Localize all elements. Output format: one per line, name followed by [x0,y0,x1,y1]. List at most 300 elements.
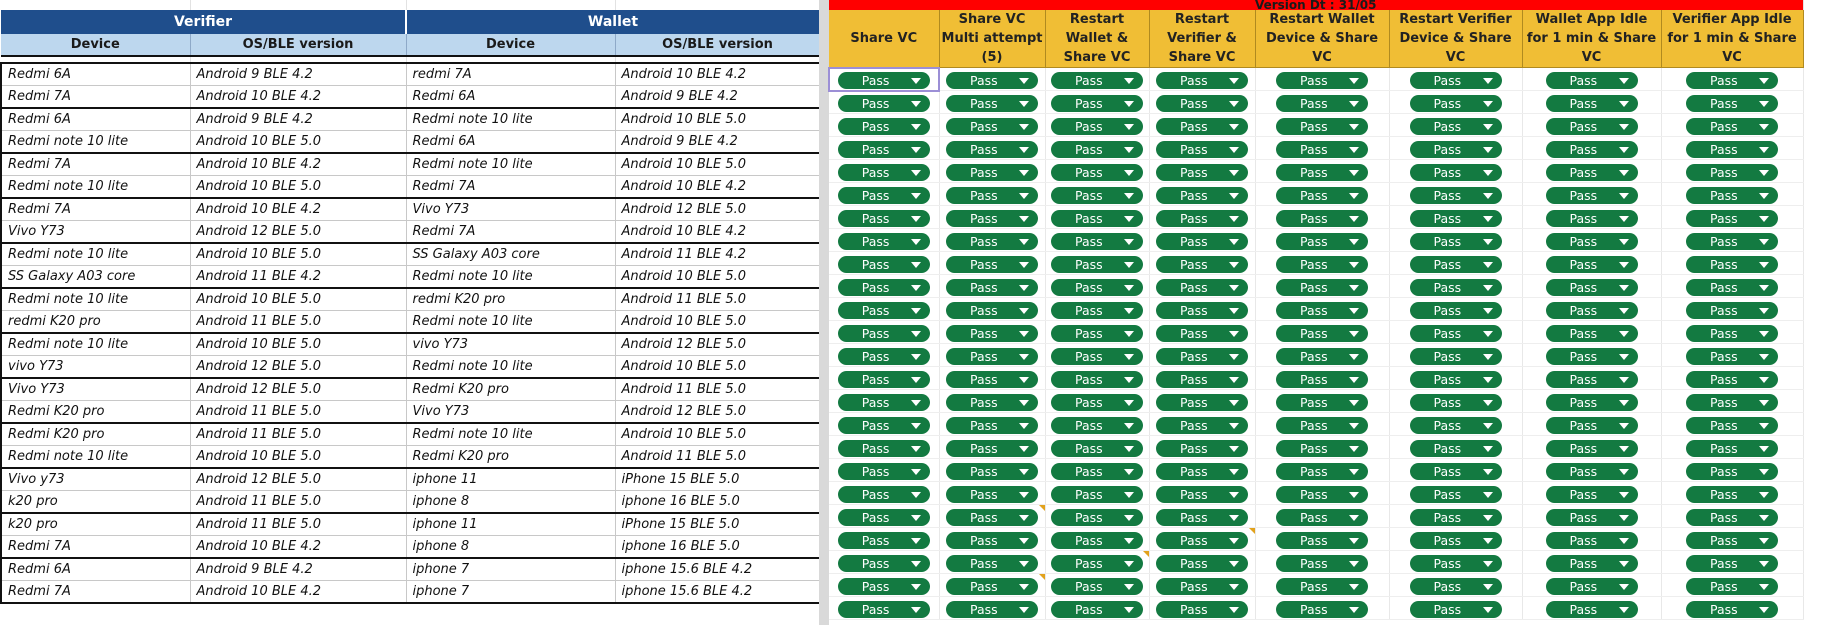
result-cell[interactable] [1255,482,1389,505]
result-cell[interactable] [1389,551,1522,574]
result-cell[interactable] [1045,91,1149,114]
dropdown-arrow-icon[interactable] [1619,561,1629,567]
dropdown-arrow-icon[interactable] [1483,492,1493,498]
verifier-device-cell[interactable]: Redmi 6A [1,558,190,581]
result-cell[interactable] [829,505,939,528]
wallet-device-cell[interactable]: Redmi K20 pro [406,446,615,469]
dropdown-arrow-icon[interactable] [1229,515,1239,521]
dropdown-arrow-icon[interactable] [1019,377,1029,383]
dropdown-arrow-icon[interactable] [1483,607,1493,613]
pass-dropdown[interactable] [1156,417,1248,434]
pass-dropdown[interactable] [838,325,930,342]
pass-dropdown[interactable] [1686,463,1778,480]
pass-dropdown[interactable] [1410,348,1502,365]
dropdown-arrow-icon[interactable] [1349,469,1359,475]
pass-dropdown[interactable] [1051,72,1143,89]
verifier-device-cell[interactable]: Redmi 7A [1,536,190,559]
pass-dropdown[interactable] [1156,371,1248,388]
result-cell[interactable] [1045,344,1149,367]
wallet-os-cell[interactable]: iphone 15.6 BLE 4.2 [615,581,820,604]
result-cell[interactable] [829,114,939,137]
result-cell[interactable] [1661,367,1803,390]
pass-dropdown[interactable] [838,187,930,204]
test-header-7[interactable]: Verifier App Idle for 1 min & Share VC [1661,10,1803,68]
dropdown-arrow-icon[interactable] [1759,538,1769,544]
dropdown-arrow-icon[interactable] [1619,193,1629,199]
dropdown-arrow-icon[interactable] [1124,423,1134,429]
dropdown-arrow-icon[interactable] [1619,446,1629,452]
result-cell[interactable] [1389,183,1522,206]
dropdown-arrow-icon[interactable] [1619,492,1629,498]
dropdown-arrow-icon[interactable] [1759,515,1769,521]
dropdown-arrow-icon[interactable] [1124,515,1134,521]
verifier-os-cell[interactable]: Android 10 BLE 5.0 [190,176,406,199]
dropdown-arrow-icon[interactable] [1019,101,1029,107]
dropdown-arrow-icon[interactable] [1349,423,1359,429]
result-cell[interactable] [1149,206,1255,229]
pass-dropdown[interactable] [1276,210,1368,227]
verifier-os-cell[interactable]: Android 9 BLE 4.2 [190,108,406,131]
result-cell[interactable] [1045,321,1149,344]
pass-dropdown[interactable] [838,95,930,112]
dropdown-arrow-icon[interactable] [1229,308,1239,314]
pass-dropdown[interactable] [1546,187,1638,204]
verifier-os-cell[interactable]: Android 10 BLE 4.2 [190,86,406,109]
verifier-device-cell[interactable]: Redmi K20 pro [1,401,190,424]
result-cell[interactable] [939,206,1045,229]
pass-dropdown[interactable] [1546,371,1638,388]
pass-dropdown[interactable] [1051,118,1143,135]
result-cell[interactable] [1661,597,1803,620]
pass-dropdown[interactable] [946,394,1038,411]
dropdown-arrow-icon[interactable] [1229,561,1239,567]
pass-dropdown[interactable] [1156,394,1248,411]
verifier-os-cell[interactable]: Android 11 BLE 5.0 [190,423,406,446]
dropdown-arrow-icon[interactable] [1619,262,1629,268]
verifier-device-cell[interactable]: Redmi 7A [1,86,190,109]
pass-dropdown[interactable] [1276,72,1368,89]
pass-dropdown[interactable] [946,118,1038,135]
dropdown-arrow-icon[interactable] [1229,331,1239,337]
dropdown-arrow-icon[interactable] [1759,469,1769,475]
dropdown-arrow-icon[interactable] [1619,469,1629,475]
pass-dropdown[interactable] [1686,210,1778,227]
test-header-6[interactable]: Wallet App Idle for 1 min & Share VC [1522,10,1661,68]
result-cell[interactable] [1522,413,1661,436]
result-cell[interactable] [1522,367,1661,390]
wallet-device-cell[interactable]: SS Galaxy A03 core [406,243,615,266]
verifier-os-cell[interactable]: Android 10 BLE 5.0 [190,288,406,311]
dropdown-arrow-icon[interactable] [1019,561,1029,567]
result-cell[interactable] [1522,229,1661,252]
result-cell[interactable] [1255,413,1389,436]
dropdown-arrow-icon[interactable] [1483,584,1493,590]
pass-dropdown[interactable] [1686,325,1778,342]
dropdown-arrow-icon[interactable] [1619,308,1629,314]
result-cell[interactable] [829,68,939,91]
dropdown-arrow-icon[interactable] [1019,584,1029,590]
result-cell[interactable] [1255,137,1389,160]
dropdown-arrow-icon[interactable] [1759,101,1769,107]
result-cell[interactable] [1255,574,1389,597]
pass-dropdown[interactable] [946,440,1038,457]
result-cell[interactable] [1522,275,1661,298]
result-cell[interactable] [829,367,939,390]
dropdown-arrow-icon[interactable] [1759,285,1769,291]
result-cell[interactable] [1149,367,1255,390]
pass-dropdown[interactable] [1156,509,1248,526]
result-cell[interactable] [1045,528,1149,551]
pass-dropdown[interactable] [1051,417,1143,434]
dropdown-arrow-icon[interactable] [911,78,921,84]
dropdown-arrow-icon[interactable] [1349,124,1359,130]
pass-dropdown[interactable] [1686,141,1778,158]
pass-dropdown[interactable] [946,417,1038,434]
result-cell[interactable] [939,298,1045,321]
result-cell[interactable] [1255,367,1389,390]
result-cell[interactable] [1255,505,1389,528]
wallet-os-cell[interactable]: iPhone 15 BLE 5.0 [615,468,820,491]
result-cell[interactable] [1149,229,1255,252]
dropdown-arrow-icon[interactable] [1124,354,1134,360]
verifier-device-cell[interactable]: Redmi note 10 lite [1,131,190,154]
dropdown-arrow-icon[interactable] [1124,538,1134,544]
pass-dropdown[interactable] [1686,72,1778,89]
dropdown-arrow-icon[interactable] [1349,78,1359,84]
result-cell[interactable] [939,114,1045,137]
pass-dropdown[interactable] [946,95,1038,112]
wallet-os-cell[interactable]: iPhone 15 BLE 5.0 [615,513,820,536]
dropdown-arrow-icon[interactable] [1229,78,1239,84]
pass-dropdown[interactable] [1686,394,1778,411]
result-cell[interactable] [939,183,1045,206]
verifier-device-cell[interactable]: Redmi note 10 lite [1,333,190,356]
result-cell[interactable] [1149,275,1255,298]
verifier-os-cell[interactable]: Android 10 BLE 4.2 [190,581,406,604]
pass-dropdown[interactable] [838,210,930,227]
pass-dropdown[interactable] [946,371,1038,388]
result-cell[interactable] [939,413,1045,436]
dropdown-arrow-icon[interactable] [1619,607,1629,613]
dropdown-arrow-icon[interactable] [1619,400,1629,406]
wallet-device-cell[interactable]: iphone 11 [406,468,615,491]
dropdown-arrow-icon[interactable] [911,308,921,314]
pass-dropdown[interactable] [838,394,930,411]
pass-dropdown[interactable] [1051,187,1143,204]
dropdown-arrow-icon[interactable] [911,584,921,590]
wallet-device-cell[interactable]: iphone 7 [406,581,615,604]
dropdown-arrow-icon[interactable] [911,262,921,268]
pass-dropdown[interactable] [946,601,1038,618]
dropdown-arrow-icon[interactable] [1124,492,1134,498]
wallet-device-cell[interactable]: Redmi K20 pro [406,378,615,401]
pass-dropdown[interactable] [1156,440,1248,457]
dropdown-arrow-icon[interactable] [1124,400,1134,406]
result-cell[interactable] [1149,413,1255,436]
pass-dropdown[interactable] [1051,371,1143,388]
result-cell[interactable] [1255,160,1389,183]
wallet-os-cell[interactable]: Android 11 BLE 5.0 [615,288,820,311]
pass-dropdown[interactable] [1546,601,1638,618]
test-header-1[interactable]: Share VC Multi attempt (5) [939,10,1045,68]
verifier-device-cell[interactable]: Redmi note 10 lite [1,288,190,311]
result-cell[interactable] [1149,574,1255,597]
result-cell[interactable] [1149,528,1255,551]
dropdown-arrow-icon[interactable] [1124,193,1134,199]
comment-indicator-icon[interactable] [1249,528,1255,534]
result-cell[interactable] [1522,298,1661,321]
dropdown-arrow-icon[interactable] [1483,262,1493,268]
wallet-os-cell[interactable]: Android 9 BLE 4.2 [615,86,820,109]
dropdown-arrow-icon[interactable] [1019,515,1029,521]
verifier-os-cell[interactable]: Android 11 BLE 5.0 [190,513,406,536]
result-cell[interactable] [1661,68,1803,91]
result-cell[interactable] [1661,91,1803,114]
dropdown-arrow-icon[interactable] [1759,446,1769,452]
result-cell[interactable] [1045,482,1149,505]
pass-dropdown[interactable] [1546,578,1638,595]
result-cell[interactable] [1661,183,1803,206]
dropdown-arrow-icon[interactable] [1124,285,1134,291]
pass-dropdown[interactable] [1546,325,1638,342]
wallet-device-cell[interactable]: Redmi note 10 lite [406,356,615,379]
result-cell[interactable] [1389,229,1522,252]
pass-dropdown[interactable] [1686,95,1778,112]
result-cell[interactable] [1045,68,1149,91]
pass-dropdown[interactable] [1410,325,1502,342]
test-header-4[interactable]: Restart Wallet Device & Share VC [1255,10,1389,68]
wallet-device-cell[interactable]: Vivo Y73 [406,198,615,221]
result-cell[interactable] [1522,436,1661,459]
pass-dropdown[interactable] [838,509,930,526]
dropdown-arrow-icon[interactable] [911,239,921,245]
verifier-device-cell[interactable]: Vivo Y73 [1,378,190,401]
result-cell[interactable] [939,436,1045,459]
dropdown-arrow-icon[interactable] [1349,607,1359,613]
dropdown-arrow-icon[interactable] [1019,308,1029,314]
comment-indicator-icon[interactable] [1143,551,1149,557]
pass-dropdown[interactable] [946,555,1038,572]
pass-dropdown[interactable] [1686,348,1778,365]
result-cell[interactable] [1661,344,1803,367]
pass-dropdown[interactable] [1156,486,1248,503]
dropdown-arrow-icon[interactable] [1483,285,1493,291]
result-cell[interactable] [1255,597,1389,620]
pass-dropdown[interactable] [1156,302,1248,319]
dropdown-arrow-icon[interactable] [1019,78,1029,84]
dropdown-arrow-icon[interactable] [1124,331,1134,337]
result-cell[interactable] [939,252,1045,275]
result-cell[interactable] [829,528,939,551]
pass-dropdown[interactable] [946,486,1038,503]
dropdown-arrow-icon[interactable] [1483,400,1493,406]
result-cell[interactable] [939,367,1045,390]
pass-dropdown[interactable] [1156,187,1248,204]
pass-dropdown[interactable] [1546,302,1638,319]
result-cell[interactable] [1255,321,1389,344]
pass-dropdown[interactable] [1156,463,1248,480]
dropdown-arrow-icon[interactable] [1483,538,1493,544]
result-cell[interactable] [1255,68,1389,91]
verifier-device-header[interactable]: Device [1,34,190,56]
pass-dropdown[interactable] [1686,532,1778,549]
result-cell[interactable] [1045,114,1149,137]
result-cell[interactable] [1045,298,1149,321]
dropdown-arrow-icon[interactable] [1229,446,1239,452]
dropdown-arrow-icon[interactable] [1229,216,1239,222]
dropdown-arrow-icon[interactable] [1349,492,1359,498]
test-header-2[interactable]: Restart Wallet & Share VC [1045,10,1149,68]
dropdown-arrow-icon[interactable] [1019,446,1029,452]
pass-dropdown[interactable] [946,279,1038,296]
pass-dropdown[interactable] [1546,417,1638,434]
dropdown-arrow-icon[interactable] [1124,469,1134,475]
pass-dropdown[interactable] [1276,532,1368,549]
dropdown-arrow-icon[interactable] [1619,423,1629,429]
dropdown-arrow-icon[interactable] [1019,262,1029,268]
pass-dropdown[interactable] [1276,233,1368,250]
result-cell[interactable] [1149,298,1255,321]
dropdown-arrow-icon[interactable] [1759,124,1769,130]
dropdown-arrow-icon[interactable] [1349,446,1359,452]
pass-dropdown[interactable] [946,164,1038,181]
result-cell[interactable] [1661,160,1803,183]
dropdown-arrow-icon[interactable] [1124,446,1134,452]
verifier-os-cell[interactable]: Android 10 BLE 4.2 [190,153,406,176]
verifier-os-cell[interactable]: Android 11 BLE 5.0 [190,401,406,424]
pass-dropdown[interactable] [1156,279,1248,296]
result-cell[interactable] [1389,597,1522,620]
result-cell[interactable] [829,206,939,229]
dropdown-arrow-icon[interactable] [1759,354,1769,360]
dropdown-arrow-icon[interactable] [911,124,921,130]
result-cell[interactable] [1149,91,1255,114]
dropdown-arrow-icon[interactable] [1619,538,1629,544]
result-cell[interactable] [939,160,1045,183]
result-cell[interactable] [1255,436,1389,459]
dropdown-arrow-icon[interactable] [1483,515,1493,521]
pass-dropdown[interactable] [946,141,1038,158]
dropdown-arrow-icon[interactable] [1124,78,1134,84]
result-cell[interactable] [1661,482,1803,505]
result-cell[interactable] [939,505,1045,528]
dropdown-arrow-icon[interactable] [1229,584,1239,590]
dropdown-arrow-icon[interactable] [1349,239,1359,245]
pass-dropdown[interactable] [1276,578,1368,595]
result-cell[interactable] [1389,528,1522,551]
pass-dropdown[interactable] [838,256,930,273]
pass-dropdown[interactable] [1410,371,1502,388]
pass-dropdown[interactable] [838,141,930,158]
verifier-device-cell[interactable]: k20 pro [1,491,190,514]
dropdown-arrow-icon[interactable] [911,607,921,613]
pass-dropdown[interactable] [1276,141,1368,158]
dropdown-arrow-icon[interactable] [1483,469,1493,475]
result-cell[interactable] [1389,206,1522,229]
pass-dropdown[interactable] [1546,164,1638,181]
result-cell[interactable] [939,344,1045,367]
dropdown-arrow-icon[interactable] [1229,538,1239,544]
dropdown-arrow-icon[interactable] [911,216,921,222]
result-cell[interactable] [1661,551,1803,574]
result-cell[interactable] [1255,91,1389,114]
dropdown-arrow-icon[interactable] [1019,147,1029,153]
pass-dropdown[interactable] [1051,509,1143,526]
wallet-device-cell[interactable]: Redmi note 10 lite [406,266,615,289]
result-cell[interactable] [1661,298,1803,321]
dropdown-arrow-icon[interactable] [1019,216,1029,222]
pass-dropdown[interactable] [946,509,1038,526]
dropdown-arrow-icon[interactable] [911,515,921,521]
test-header-0[interactable]: Share VC [829,10,939,68]
pass-dropdown[interactable] [1156,95,1248,112]
pass-dropdown[interactable] [1156,210,1248,227]
pass-dropdown[interactable] [946,463,1038,480]
pass-dropdown[interactable] [1546,256,1638,273]
dropdown-arrow-icon[interactable] [1619,377,1629,383]
dropdown-arrow-icon[interactable] [1349,584,1359,590]
verifier-device-cell[interactable]: SS Galaxy A03 core [1,266,190,289]
dropdown-arrow-icon[interactable] [1759,400,1769,406]
pass-dropdown[interactable] [946,578,1038,595]
result-cell[interactable] [1255,252,1389,275]
dropdown-arrow-icon[interactable] [1483,124,1493,130]
dropdown-arrow-icon[interactable] [1019,400,1029,406]
wallet-device-cell[interactable]: iphone 7 [406,558,615,581]
dropdown-arrow-icon[interactable] [1349,216,1359,222]
result-cell[interactable] [1149,137,1255,160]
pass-dropdown[interactable] [1156,532,1248,549]
result-cell[interactable] [829,436,939,459]
dropdown-arrow-icon[interactable] [1019,607,1029,613]
pass-dropdown[interactable] [1686,302,1778,319]
dropdown-arrow-icon[interactable] [1759,193,1769,199]
verifier-device-cell[interactable]: Redmi note 10 lite [1,243,190,266]
result-cell[interactable] [1522,68,1661,91]
pass-dropdown[interactable] [1276,256,1368,273]
result-cell[interactable] [1389,137,1522,160]
pass-dropdown[interactable] [838,348,930,365]
pass-dropdown[interactable] [1156,578,1248,595]
pass-dropdown[interactable] [946,72,1038,89]
result-cell[interactable] [829,482,939,505]
pass-dropdown[interactable] [838,164,930,181]
pass-dropdown[interactable] [1410,555,1502,572]
result-cell[interactable] [1149,68,1255,91]
pass-dropdown[interactable] [1156,325,1248,342]
dropdown-arrow-icon[interactable] [1349,561,1359,567]
wallet-os-cell[interactable]: Android 10 BLE 5.0 [615,423,820,446]
pass-dropdown[interactable] [1051,256,1143,273]
dropdown-arrow-icon[interactable] [1759,216,1769,222]
pass-dropdown[interactable] [1546,141,1638,158]
result-cell[interactable] [939,91,1045,114]
result-cell[interactable] [1389,413,1522,436]
dropdown-arrow-icon[interactable] [1483,101,1493,107]
dropdown-arrow-icon[interactable] [1619,331,1629,337]
pass-dropdown[interactable] [1156,118,1248,135]
pass-dropdown[interactable] [1546,555,1638,572]
result-cell[interactable] [829,390,939,413]
dropdown-arrow-icon[interactable] [1483,147,1493,153]
result-cell[interactable] [939,459,1045,482]
dropdown-arrow-icon[interactable] [1349,262,1359,268]
wallet-os-cell[interactable]: Android 10 BLE 5.0 [615,311,820,334]
pass-dropdown[interactable] [1410,463,1502,480]
wallet-os-cell[interactable]: Android 10 BLE 5.0 [615,108,820,131]
pass-dropdown[interactable] [1410,233,1502,250]
pass-dropdown[interactable] [946,302,1038,319]
